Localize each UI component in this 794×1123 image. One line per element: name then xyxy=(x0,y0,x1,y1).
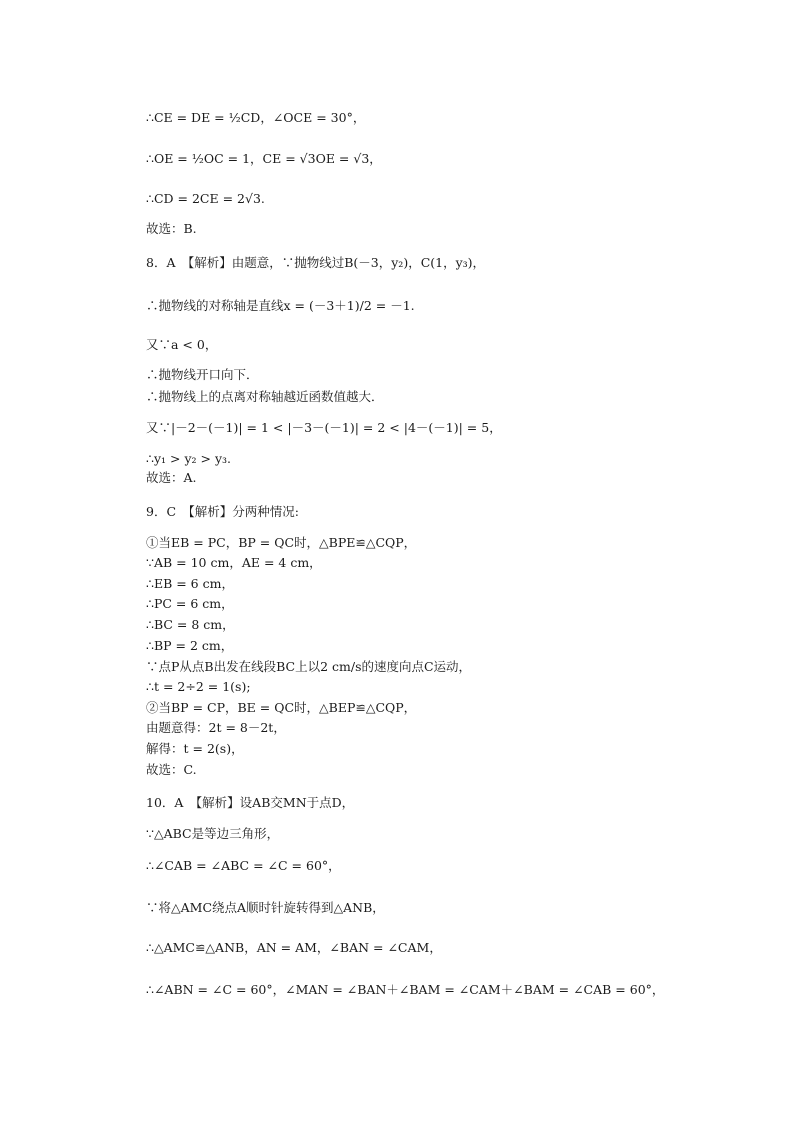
text-line: ∵点P从点B出发在线段BC上以2 cm/s的速度向点C运动， xyxy=(146,659,472,674)
text-line: 8．A 【解析】由题意，∵抛物线过B(－3，y₂)，C(1，y₃)， xyxy=(146,255,486,270)
text-line: 故选：A. xyxy=(146,470,197,485)
text-line: ∴OE = ½OC = 1，CE = √3OE = √3， xyxy=(146,151,382,166)
text-line: ∴CD = 2CE = 2√3. xyxy=(146,191,265,206)
text-line: ∴抛物线开口向下． xyxy=(146,367,259,382)
text-line: ∴PC = 6 cm， xyxy=(146,596,234,611)
text-line: ∴抛物线上的点离对称轴越近函数值越大． xyxy=(146,389,384,404)
text-line: 故选：C. xyxy=(146,762,197,777)
text-line: 又∵|－2－(－1)| = 1 < |－3－(－1)| = 2 < |4－(－1)| = 5， xyxy=(146,420,502,435)
text-line: ∴t = 2÷2 = 1(s); xyxy=(146,679,251,694)
text-line: ∴BP = 2 cm， xyxy=(146,638,234,653)
text-line: ②当BP = CP，BE = QC时，△BEP≌△CQP， xyxy=(146,700,417,715)
text-line: 解得：t = 2(s)， xyxy=(146,741,244,756)
text-line: ∴∠ABN = ∠C = 60°，∠MAN = ∠BAN＋∠BAM = ∠CAM＋∠BAM = ∠CAB = 60°， xyxy=(146,982,665,997)
text-line: 故选：B. xyxy=(146,221,197,236)
text-line: ∴CE = DE = ½CD，∠OCE = 30°， xyxy=(146,110,366,125)
text-line: 10．A 【解析】设AB交MN于点D， xyxy=(146,795,355,810)
text-line: ∵△ABC是等边三角形， xyxy=(146,826,280,841)
text-line: ∵AB = 10 cm，AE = 4 cm， xyxy=(146,555,322,570)
text-line: ∴抛物线的对称轴是直线x = (－3＋1)/2 = －1. xyxy=(146,298,415,313)
text-line: 又∵a < 0， xyxy=(146,337,218,352)
text-line: ①当EB = PC，BP = QC时，△BPE≌△CQP， xyxy=(146,535,417,550)
text-line: ∵将△AMC绕点A顺时针旋转得到△ANB， xyxy=(146,900,385,915)
text-line: 由题意得：2t = 8－2t， xyxy=(146,720,286,735)
text-line: ∴EB = 6 cm， xyxy=(146,576,234,591)
text-line: ∴∠CAB = ∠ABC = ∠C = 60°， xyxy=(146,858,341,873)
text-line: ∴y₁ > y₂ > y₃. xyxy=(146,451,231,466)
text-line: ∴△AMC≌△ANB，AN = AM，∠BAN = ∠CAM， xyxy=(146,940,442,955)
text-line: 9．C 【解析】分两种情况: xyxy=(146,504,299,519)
text-line: ∴BC = 8 cm， xyxy=(146,617,235,632)
